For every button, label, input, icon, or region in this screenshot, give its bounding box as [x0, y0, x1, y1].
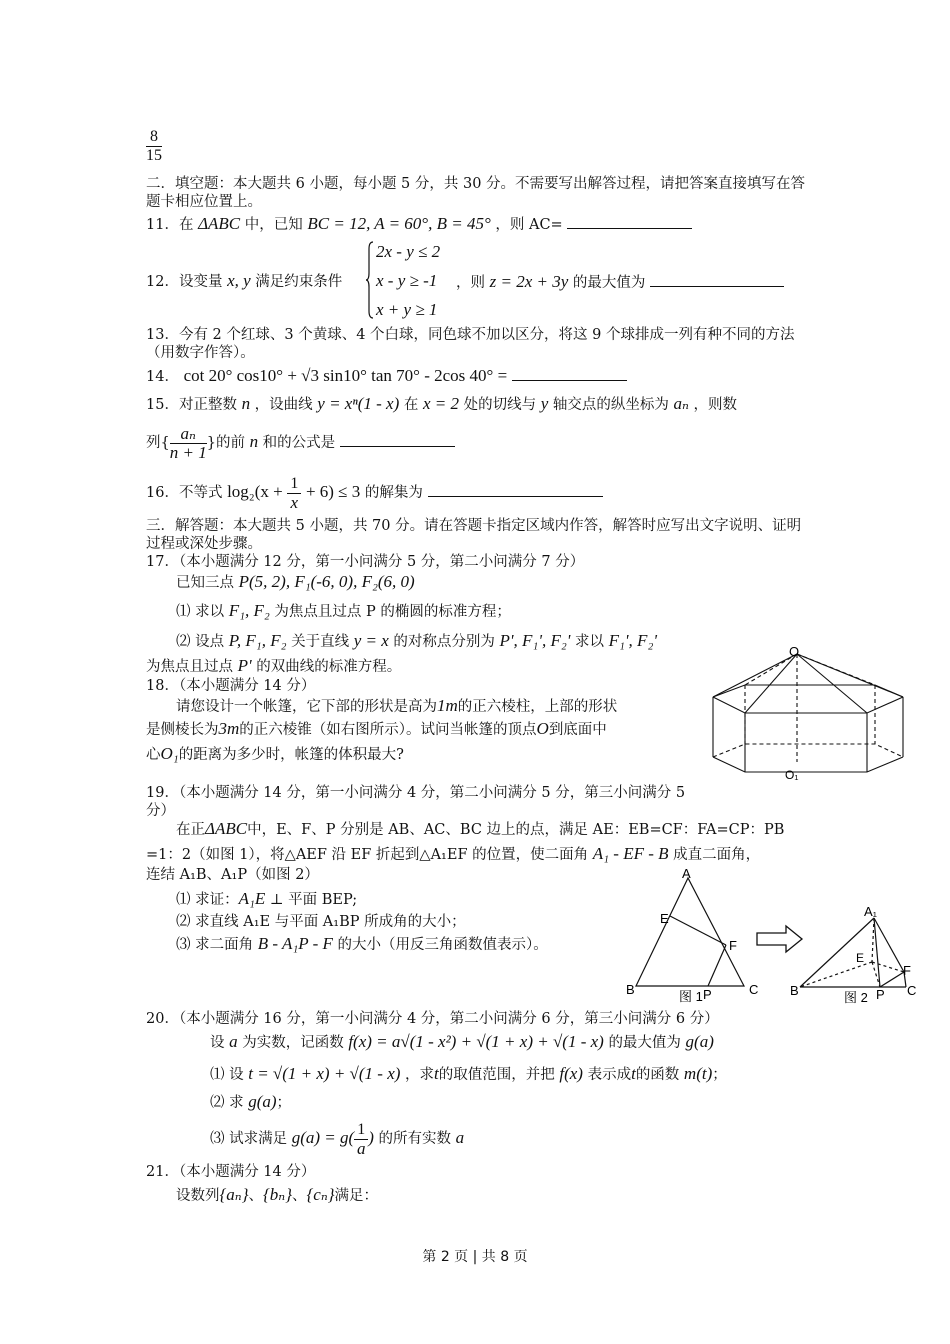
- answer-blank-12: [650, 272, 784, 287]
- fig1-label-e: E: [660, 911, 669, 926]
- triangle-figure-2: [788, 902, 923, 1027]
- fig2-label-b: B: [790, 983, 799, 998]
- question-20-part2: ⑵ 求 g(a)；: [210, 1092, 292, 1111]
- fig1-label-a: A: [682, 866, 691, 881]
- question-17-title: 17．（本小题满分 12 分，第一小问满分 5 分，第二小问满分 7 分）: [146, 554, 585, 570]
- question-19-line1: 在正ΔABC中，E、F、P 分别是 AB、AC、BC 边上的点，满足 AE：EB=CF：FA=CP：PB: [176, 819, 785, 838]
- question-15: 15．对正整数 n ，设曲线 y = xⁿ(1 - x) 在 x = 2 处的切线与 y 轴交点的纵坐标为 aₙ ，则数: [146, 394, 737, 413]
- constraint-3: x + y ≥ 1: [376, 300, 438, 319]
- question-20-title: 20．（本小题满分 16 分，第一小问满分 4 分，第二小问满分 6 分，第三小问满分 6 分）: [146, 1011, 719, 1027]
- tent-center-label: O₁: [785, 768, 799, 782]
- section3-header: 三．解答题：本大题共 5 小题，共 70 分。请在答题卡指定区域内作答，解答时应写出文字说明、证明过程或深处步骤。: [146, 518, 802, 552]
- question-14: 14． cot 20° cos10° + √3 sin10° tan 70° - 2cos 40° =: [146, 366, 627, 386]
- question-20-line1: 设 a 为实数，记函数 f(x) = a√(1 - x²) + √(1 + x) + √(1 - x) 的最大值为 g(a): [210, 1032, 714, 1051]
- constraint-1: 2x - y ≤ 2: [376, 242, 441, 261]
- question-17-part2-line2: 为焦点且过点 P' 的双曲线的标准方程。: [146, 656, 402, 675]
- question-19-line3: 连结 A₁B、A₁P（如图 2）: [146, 867, 319, 883]
- fig2-label-c: C: [907, 983, 917, 998]
- question-17-part2: ⑵ 设点 P, F₁, F₂ 关于直线 y = x 的对称点分别为 P', F₁', F₂' 求以 F₁', F₂': [176, 631, 657, 650]
- question-20-part3: ⑶ 试求满足 g(a) = g( $\frac{1}{a}$ ) 的所有实数 a: [210, 1120, 465, 1158]
- answer-blank-14: [512, 366, 627, 381]
- question-19-part2: ⑵ 求直线 A₁E 与平面 A₁BP 所成角的大小；: [176, 914, 466, 930]
- fig1-label-p: P: [703, 987, 712, 1002]
- top-fraction-num: 8: [146, 128, 162, 147]
- answer-blank-11: [567, 214, 692, 229]
- question-19-title: 19．（本小题满分 14 分，第一小问满分 4 分，第二小问满分 5 分，第三小问满分 5 分）: [146, 785, 686, 819]
- question-18-line3: 心O₁的距离为多少时，帐篷的体积最大?: [146, 744, 404, 763]
- question-17-part1: ⑴ 求以 F₁, F₂ 为焦点且过点 P 的椭圆的标准方程；: [176, 601, 511, 620]
- q16-fraction: $\frac{1}{x}$: [287, 475, 301, 512]
- question-19-part1: ⑴ 求证：A₁E ⊥ 平面 BEP;: [176, 889, 358, 908]
- question-18-line1: 请您设计一个帐篷，它下部的形状是高为1m的正六棱柱，上部的形状: [176, 696, 618, 715]
- constraint-2: x - y ≥ -1: [376, 271, 438, 290]
- question-21-title: 21．（本小题满分 14 分）: [146, 1164, 316, 1180]
- answer-blank-15: [340, 432, 455, 447]
- section2-header: 二．填空题：本大题共 6 小题，每小题 5 分，共 30 分。不需要写出解答过程，请把答案直接填写在答题卡相应位置上。: [146, 176, 806, 210]
- q15-fraction: $\frac{\text{aₙ}}{n + 1}$: [169, 423, 207, 462]
- question-19-line2: =1：2（如图 1），将△AEF 沿 EF 折起到△A₁EF 的位置，使二面角 A₁ - EF - B 成直二面角，: [146, 844, 761, 863]
- answer-blank-16: [428, 482, 603, 497]
- page-footer: 第 2 页 | 共 8 页: [422, 1249, 528, 1265]
- tent-apex-label: O: [789, 644, 800, 659]
- top-fraction: [146, 128, 162, 165]
- constraint-brace: [366, 241, 374, 319]
- question-21-line1: 设数列{aₙ}、{bₙ}、{cₙ}满足：: [176, 1185, 379, 1204]
- question-11: 11．在 ΔABC 中，已知 BC = 12, A = 60°, B = 45° ，则 AC=: [146, 214, 692, 234]
- fig2-label-f: F: [903, 963, 911, 978]
- question-12: 12．设变量 x, y 满足约束条件: [146, 271, 343, 290]
- tent-figure: [705, 642, 910, 787]
- question-18-line2: 是侧棱长为3m的正六棱锥（如右图所示）。试问当帐篷的顶点O到底面中: [146, 719, 607, 738]
- q20-fraction: $\frac{1}{a}$: [354, 1121, 368, 1158]
- question-16: 16．不等式 log₂(x + $\frac{1}{x}$ + 6) ≤ 3 的解集为: [146, 472, 603, 513]
- question-15-line2: 列{ $\frac{\text{aₙ}}{n + 1}$ }的前 n 和的公式是: [146, 422, 455, 463]
- triangle-figure-1: [622, 866, 767, 1006]
- top-fraction-den: 15: [146, 147, 162, 164]
- question-13: 13．今有 2 个红球、3 个黄球、4 个白球，同色球不加以区分，将这 9 个球排成一列有种不同的方法（用数字作答）。: [146, 327, 795, 361]
- fig2-caption: 图 2: [844, 990, 868, 1005]
- question-17-given: 已知三点 P(5, 2), F₁(-6, 0), F₂(6, 0): [176, 572, 415, 591]
- fig2-label-e: E: [856, 951, 865, 965]
- fig1-label-f: F: [729, 938, 737, 953]
- fig2-label-a1: A₁: [864, 904, 878, 919]
- question-20-part1: ⑴ 设 t = √(1 + x) + √(1 - x) ，求t的取值范围，并把 f(x) 表示成t的函数 m(t)；: [210, 1064, 727, 1083]
- question-12-tail: ，则 z = 2x + 3y 的最大值为: [456, 272, 784, 292]
- fig1-caption: 图 1: [679, 989, 703, 1004]
- fig1-label-c: C: [749, 982, 759, 997]
- question-19-part3: ⑶ 求二面角 B - A₁P - F 的大小（用反三角函数值表示）。: [176, 934, 548, 953]
- fig1-label-b: B: [626, 982, 635, 997]
- fig2-label-p: P: [876, 987, 885, 1002]
- question-18-title: 18．（本小题满分 14 分）: [146, 678, 316, 694]
